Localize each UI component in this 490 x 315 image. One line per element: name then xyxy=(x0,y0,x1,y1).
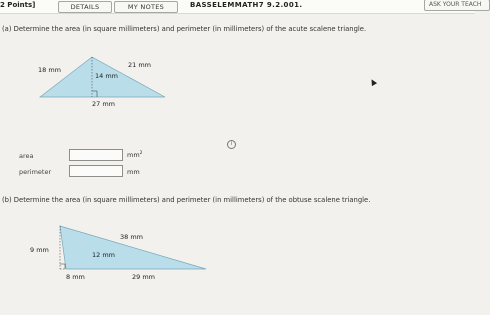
side-right-label: 21 mm xyxy=(128,61,152,69)
obtuse-triangle-figure xyxy=(28,222,213,282)
part-a-prompt: (a) Determine the area (in square millimeters) and perimeter (in millimeters) of the acute scalene triangle. xyxy=(2,25,367,33)
ask-teacher-button[interactable]: ASK YOUR TEACH xyxy=(424,0,490,11)
perimeter-unit: mm xyxy=(127,168,140,176)
assignment-header xyxy=(0,0,482,14)
perimeter-label: perimeter xyxy=(19,168,52,176)
points-label: 2 Points] xyxy=(0,1,36,9)
assignment-id: BASSELEMMATH7 9.2.001. xyxy=(190,1,303,9)
right-angle-marker xyxy=(60,264,65,269)
part-b-prompt: (b) Determine the area (in square millimeters) and perimeter (in millimeters) of the obtuse scalene triangle. xyxy=(2,196,371,204)
side-left-label: 18 mm xyxy=(38,66,62,74)
perimeter-input[interactable] xyxy=(69,165,123,177)
acute-triangle-figure xyxy=(30,55,180,110)
height-label: 14 mm xyxy=(95,72,119,80)
details-button[interactable]: DETAILS xyxy=(58,1,112,13)
my-notes-button[interactable]: MY NOTES xyxy=(114,1,178,13)
info-icon[interactable]: i xyxy=(227,140,236,149)
area-unit: $mm^2$ xyxy=(127,151,143,160)
base-label: 27 mm xyxy=(92,100,116,108)
side-left-label: 9 mm xyxy=(30,246,49,254)
side-top-label: 38 mm xyxy=(120,233,144,241)
area-input[interactable] xyxy=(69,149,123,161)
area-label: area xyxy=(19,152,34,160)
height-label: 12 mm xyxy=(92,251,116,259)
mouse-cursor-icon xyxy=(369,78,377,86)
base-right-label: 29 mm xyxy=(132,273,156,281)
base-left-label: 8 mm xyxy=(66,273,85,281)
